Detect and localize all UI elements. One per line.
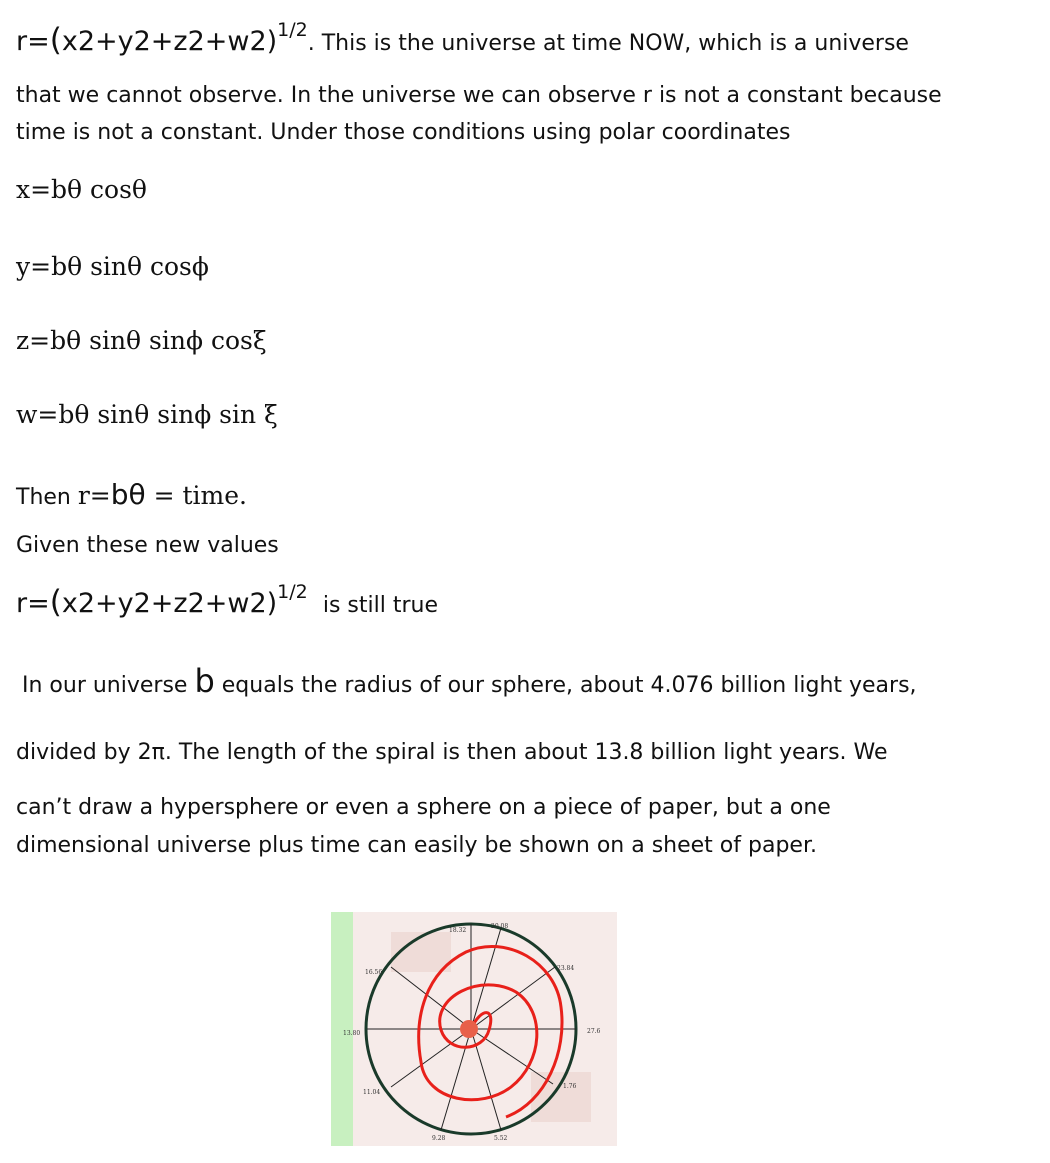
equation-x: x=bθ cosθ bbox=[16, 175, 147, 204]
then-line bbox=[16, 478, 247, 511]
then-b-theta: bθ bbox=[110, 478, 146, 511]
formula-2-lhs: r= bbox=[16, 588, 50, 619]
then-r: r= bbox=[77, 481, 111, 510]
para-2-b: b bbox=[194, 662, 215, 700]
para-2-line-4: dimensional universe plus time can easily be shown on a sheet of paper. bbox=[16, 833, 817, 858]
para-2-line-1-post: equals the radius of our sphere, about 4.076 billion light years, bbox=[214, 673, 917, 698]
para-2-line-1-pre: In our universe bbox=[22, 673, 195, 698]
label-5-52: 5.52 bbox=[494, 1135, 508, 1142]
para-2-line-2: divided by 2π. The length of the spiral is then about 13.8 billion light years. We bbox=[16, 740, 888, 765]
label-9-28: 9.28 bbox=[432, 1135, 446, 1142]
label-13-80: 13.80 bbox=[343, 1030, 361, 1037]
label-23-84: 23.84 bbox=[557, 965, 575, 972]
figure-margin bbox=[331, 912, 353, 1146]
formula-2-trailing: is still true bbox=[322, 593, 438, 618]
para-2-line-3: can’t draw a hypersphere or even a sphere on a piece of paper, but a one bbox=[16, 795, 831, 820]
formula-1-lhs: r= bbox=[16, 26, 50, 57]
label-11-04: 11.04 bbox=[363, 1089, 381, 1096]
bg-block bbox=[531, 1072, 591, 1122]
formula-line-1 bbox=[16, 19, 909, 58]
label-20-08: 20.08 bbox=[491, 923, 509, 930]
para-2-line-1 bbox=[22, 662, 917, 700]
para-1-line-2: time is not a constant. Under those conditions using polar coordinates bbox=[16, 120, 791, 145]
formula-2-exponent: 1/2 bbox=[277, 581, 308, 603]
formula-1-body: x2+y2+z2+w2) bbox=[61, 26, 278, 57]
spiral-figure bbox=[331, 912, 617, 1146]
formula-1-exponent: 1/2 bbox=[277, 19, 308, 41]
label-18-32: 18.32 bbox=[449, 927, 467, 934]
spiral-diagram bbox=[331, 912, 617, 1146]
given-line: Given these new values bbox=[16, 533, 279, 558]
formula-line-2 bbox=[16, 581, 438, 620]
label-1-76: 1.76 bbox=[563, 1083, 577, 1090]
formula-1-trailing: . This is the universe at time NOW, which is a universe bbox=[307, 31, 909, 56]
equation-w: w=bθ sinθ sinϕ sin ξ bbox=[16, 400, 278, 429]
para-1-line-1: that we cannot observe. In the universe we can observe r is not a constant because bbox=[16, 83, 942, 108]
label-16-56: 16.56 bbox=[365, 969, 383, 976]
equation-y: y=bθ sinθ cosϕ bbox=[16, 252, 209, 281]
then-prefix: Then bbox=[16, 485, 78, 510]
then-eq-time: = time. bbox=[145, 481, 248, 510]
formula-2-lparen: ( bbox=[49, 584, 62, 620]
formula-2-body: x2+y2+z2+w2) bbox=[61, 588, 278, 619]
center-point bbox=[460, 1020, 478, 1038]
label-27-6: 27.6 bbox=[587, 1028, 601, 1035]
formula-1-lparen: ( bbox=[49, 22, 62, 58]
equation-z: z=bθ sinθ sinϕ cosξ bbox=[16, 326, 267, 355]
